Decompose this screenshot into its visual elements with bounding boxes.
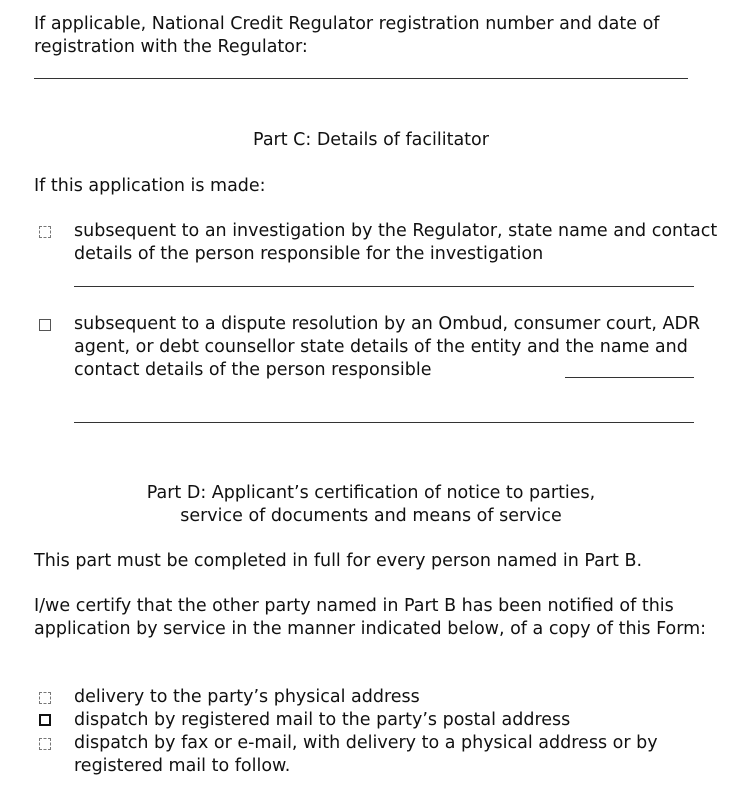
registered-mail-text: dispatch by registered mail to the party’s postal address bbox=[74, 710, 571, 730]
part-c-option-investigation bbox=[34, 220, 724, 270]
dispute-inline-answer-line[interactable] bbox=[565, 377, 694, 378]
part-d-instruction: This part must be completed in full for every person named in Part B. bbox=[34, 551, 643, 571]
part-c-option-dispute bbox=[34, 313, 724, 385]
service-method-physical bbox=[34, 686, 724, 709]
dispute-checkbox[interactable] bbox=[39, 319, 51, 331]
part-d-heading-line2: service of documents and means of service bbox=[180, 506, 562, 526]
registration-answer-line[interactable] bbox=[34, 78, 688, 79]
part-c-heading: Part C: Details of facilitator bbox=[253, 130, 489, 150]
investigation-option-text: subsequent to an investigation by the Regulator, state name and contact details of the person responsible for the investigation bbox=[74, 221, 718, 264]
physical-address-text: delivery to the party’s physical address bbox=[74, 687, 420, 707]
registered-mail-checkbox[interactable] bbox=[39, 714, 51, 726]
service-method-registered-mail bbox=[34, 709, 724, 732]
physical-address-checkbox[interactable] bbox=[39, 692, 51, 704]
investigation-answer-line[interactable] bbox=[74, 286, 694, 287]
dispute-option-text: subsequent to a dispute resolution by an Ombud, consumer court, ADR agent, or debt counsellor state details of the entity and the name and contact details of the person responsible bbox=[74, 314, 701, 380]
part-d-certification: I/we certify that the other party named in Part B has been notified of this application by service in the manner indicated below, of a copy of this Form: bbox=[34, 596, 707, 639]
dispute-answer-line[interactable] bbox=[74, 422, 694, 423]
part-c-intro: If this application is made: bbox=[34, 176, 266, 196]
investigation-checkbox[interactable] bbox=[39, 226, 51, 238]
fax-email-checkbox[interactable] bbox=[39, 738, 51, 750]
fax-email-text: dispatch by fax or e-mail, with delivery to a physical address or by registered mail to follow. bbox=[74, 733, 658, 776]
registration-label: If applicable, National Credit Regulator registration number and date of registration with the Regulator: bbox=[34, 14, 660, 57]
part-d-heading-line1: Part D: Applicant’s certification of notice to parties, bbox=[146, 483, 596, 503]
service-method-fax-email bbox=[34, 732, 724, 778]
